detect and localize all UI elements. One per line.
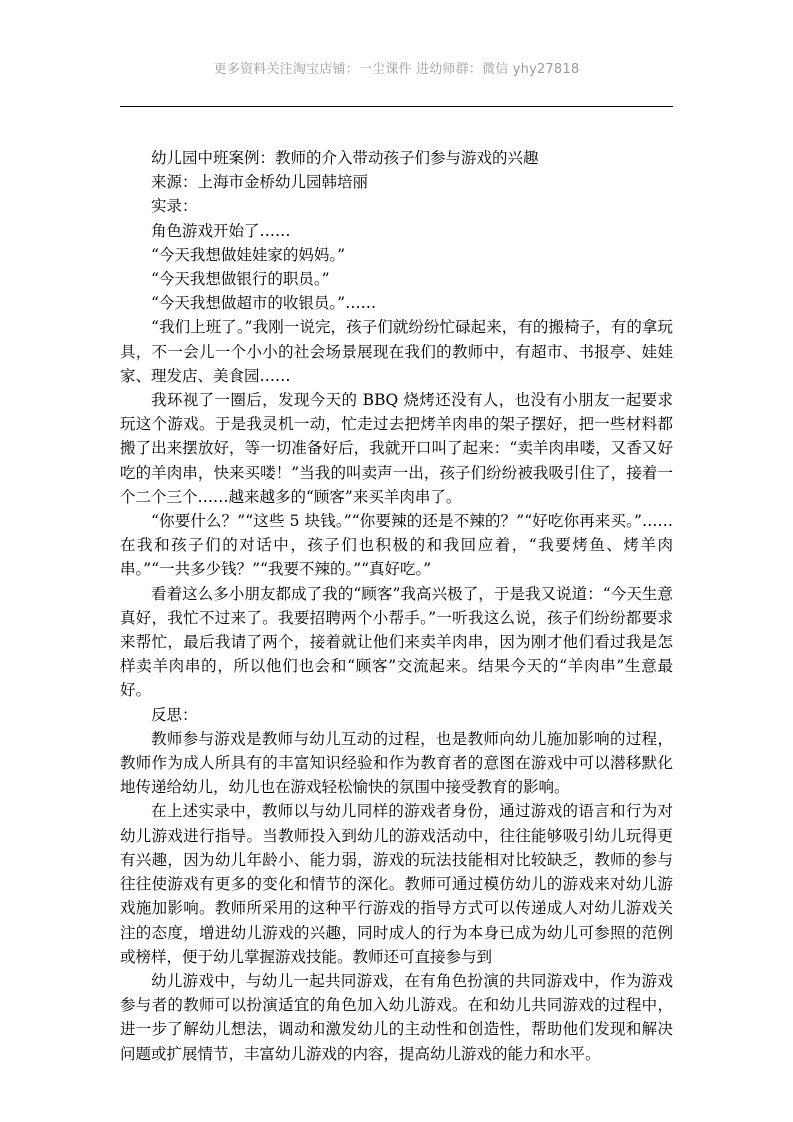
document-source: 来源：上海市金桥幼儿园韩培丽 [151, 173, 369, 192]
record-paragraph: “今天我想做银行的职员。” [151, 270, 330, 289]
record-paragraph: 我环视了一圈后，发现今天的 BBQ 烧烤还没有人，也没有小朋友一起要求玩这个游戏。于是我灵机一动，忙走过去把烤羊肉串的架子摆好，把一些材料都搬了出来摆放好，等一切准备好后，我就开口叫了起来：“卖羊肉串喽，又香又好吃的羊肉串，快来买喽！”当我的叫卖声一出，孩子们纷纷被我吸引住了，接着一个二个三个……越来越多的“顾客”来买羊肉串了。 [120, 391, 673, 506]
header-divider [120, 106, 673, 107]
document-body [120, 146, 673, 1066]
record-paragraph: 角色游戏开始了…… [151, 221, 291, 240]
record-paragraph: “今天我想做娃娃家的妈妈。” [151, 245, 346, 264]
record-label: 实录： [151, 197, 198, 216]
record-paragraph: “你要什么？”“这些 5 块钱。”“你要辣的还是不辣的？”“好吃你再来买。”……在我和孩子们的对话中，孩子们也积极的和我回应着，“我要烤鱼、烤羊肉串。”“一共多少钱？”“我要不辣的。”“真好吃。” [120, 512, 673, 579]
reflection-paragraph: 在上述实录中，教师以与幼儿同样的游戏者身份，通过游戏的语言和行为对幼儿游戏进行指导。当教师投入到幼儿的游戏活动中，往往能够吸引幼儿玩得更有兴趣，因为幼儿年龄小、能力弱，游戏的玩法技能相对比较缺乏，教师的参与往往使游戏有更多的变化和情节的深化。教师可通过模仿幼儿的游戏来对幼儿游戏施加影响。教师所采用的这种平行游戏的指导方式可以传递成人对幼儿游戏关注的态度，增进幼儿游戏的兴趣，同时成人的行为本身已成为幼儿可参照的范例或榜样，便于幼儿掌握游戏技能。教师还可直接参与到 [120, 802, 673, 966]
reflection-paragraph: 教师参与游戏是教师与幼儿互动的过程，也是教师向幼儿施加影响的过程，教师作为成人所具有的丰富知识经验和作为教育者的意图在游戏中可以潜移默化地传递给幼儿，幼儿也在游戏轻松愉快的氛围中接受教育的影响。 [120, 729, 673, 797]
reflection-paragraph: 幼儿游戏中，与幼儿一起共同游戏，在有角色扮演的共同游戏中，作为游戏参与者的教师可以扮演适宜的角色加入幼儿游戏。在和幼儿共同游戏的过程中，进一步了解幼儿想法，调动和激发幼儿的主动性和创造性，帮助他们发现和解决问题或扩展情节，丰富幼儿游戏的内容，提高幼儿游戏的能力和水平。 [120, 971, 673, 1063]
reflection-label: 反思： [151, 705, 198, 724]
record-paragraph: “我们上班了。”我刚一说完，孩子们就纷纷忙碌起来，有的搬椅子，有的拿玩具，不一会儿一个小小的社会场景展现在我们的教师中，有超市、书报亭、娃娃家、理发店、美食园…… [120, 318, 673, 385]
document-title: 幼儿园中班案例：教师的介入带动孩子们参与游戏的兴趣 [151, 149, 539, 167]
page-header-watermark: 更多资料关注淘宝店铺：一尘课件 进幼师群：微信 yhy27818 [213, 62, 580, 77]
record-paragraph: “今天我想做超市的收银员。”…… [151, 294, 377, 313]
record-paragraph: 看着这么多小朋友都成了我的“顾客”我高兴极了，于是我又说道：“今天生意真好，我忙不过来了。我要招聘两个小帮手。”一听我这么说，孩子们纷纷都要求来帮忙，最后我请了两个，接着就让他们来卖羊肉串，因为刚才他们看过我是怎样卖羊肉串的，所以他们也会和“顾客”交流起来。结果今天的“羊肉串”生意最好。 [120, 584, 673, 700]
